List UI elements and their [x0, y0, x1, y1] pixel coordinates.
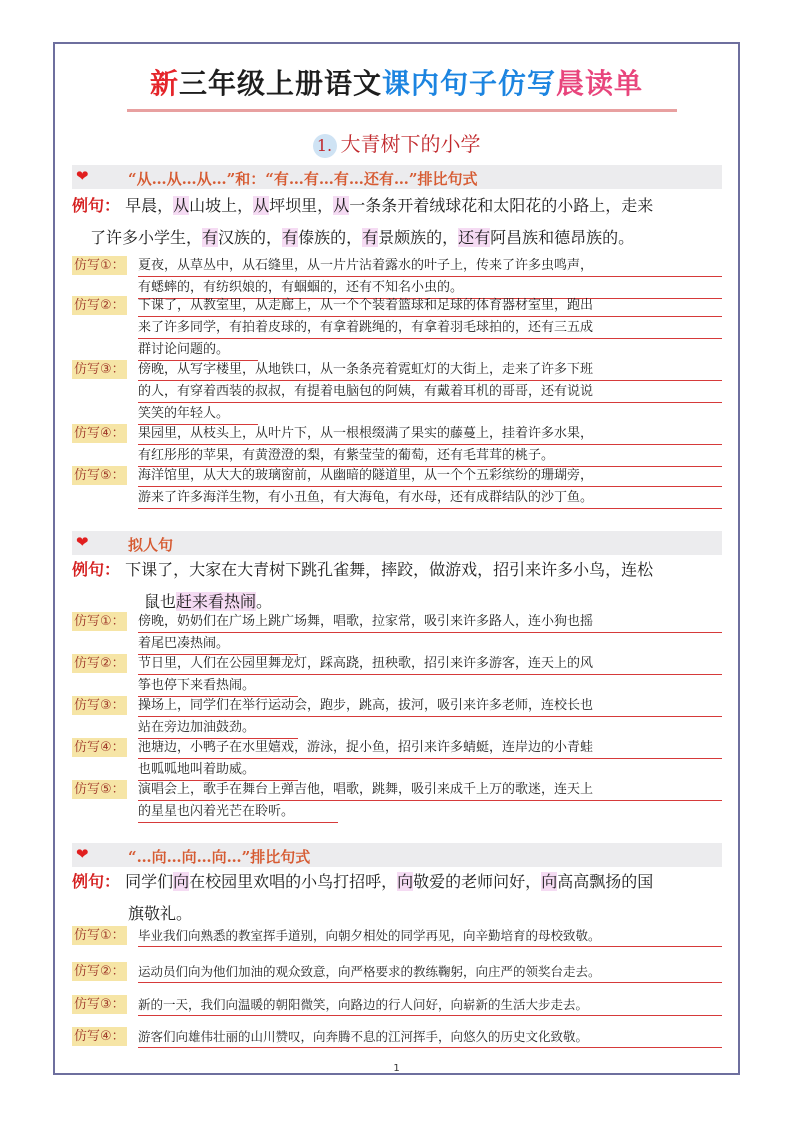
- imitation-label: 仿写①：: [74, 258, 125, 273]
- imitation-label: 仿写④：: [74, 740, 125, 755]
- highlight-word: 有: [202, 228, 219, 247]
- imitation-1-4: [72, 423, 722, 467]
- example-text: 在校园里欢唱的小鸟打招呼，: [189, 872, 398, 891]
- heart-icon: ❤: [76, 167, 89, 185]
- title-part-3: 课内句子: [381, 67, 498, 100]
- page-title: [0, 62, 793, 102]
- highlight-word: 还有: [458, 228, 491, 247]
- example-text: 。: [256, 592, 273, 611]
- example-label: 例句：: [72, 560, 121, 579]
- imitation-label: 仿写⑤：: [74, 468, 125, 483]
- title-part-2: 三年级上册语文: [178, 67, 382, 100]
- highlight-word: 向: [397, 872, 414, 891]
- page-number: 1: [393, 1063, 400, 1074]
- highlight-word: 有: [362, 228, 379, 247]
- imitation-label: 仿写②：: [74, 964, 125, 979]
- highlight-word: 从: [173, 196, 190, 215]
- section-heading-2: [72, 531, 722, 555]
- answer-line: 毕业我们向熟悉的教室挥手道别，向朝夕相处的同学再见，向辛勤培育的母校致敬。: [138, 925, 722, 947]
- example-text: 鼠也: [144, 592, 177, 611]
- title-part-5: 晨读单: [556, 67, 644, 100]
- section-heading-1: [72, 165, 722, 189]
- answer-line: 来了许多同学，有拍着皮球的，有拿着跳绳的，有拿着羽毛球拍的，还有三五成: [138, 317, 722, 339]
- example-text: 坪坝里，: [269, 196, 334, 215]
- answer-line: 游客们向雄伟壮丽的山川赞叹，向奔腾不息的江河挥手，向悠久的历史文化致敬。: [138, 1026, 722, 1048]
- example-text: 了许多小学生，: [90, 228, 203, 247]
- section-heading-3: [72, 843, 722, 867]
- answer-line: 有红彤彤的苹果，有黄澄澄的梨，有紫莹莹的葡萄，还有毛茸茸的桃子。: [138, 445, 722, 467]
- answer-line: 节日里，人们在公园里舞龙灯，踩高跷，扭秧歌，招引来许多游客，连天上的风: [138, 653, 722, 675]
- title-underline: [127, 109, 677, 112]
- answer-line: 游来了许多海洋生物，有小丑鱼，有大海龟，有水母，还有成群结队的沙丁鱼。: [138, 487, 722, 509]
- imitation-2-4: [72, 737, 722, 781]
- highlight-word: 向: [541, 872, 558, 891]
- example-text: 旗敬礼。: [128, 904, 193, 923]
- answer-line: 池塘边，小鸭子在水里嬉戏，游泳，捉小鱼，招引来许多蜻蜓，连岸边的小青蛙: [138, 737, 722, 759]
- imitation-2-3: [72, 695, 722, 739]
- imitation-2-2: [72, 653, 722, 697]
- example-sentence-3: [72, 866, 722, 930]
- answer-line: 着尾巴凑热闹。: [138, 633, 298, 655]
- imitation-label: 仿写③：: [74, 698, 125, 713]
- answer-line: 笑笑的年轻人。: [138, 403, 258, 425]
- imitation-1-2: [72, 295, 722, 361]
- answer-line: 下课了，从教室里，从走廊上，从一个个装着篮球和足球的体育器材室里，跑出: [138, 295, 722, 317]
- heart-icon: ❤: [76, 845, 89, 863]
- example-text: 傣族的，: [298, 228, 363, 247]
- lesson-title: [0, 128, 793, 158]
- highlight-word: 从: [253, 196, 270, 215]
- example-text: 山坡上，: [189, 196, 254, 215]
- answer-line: 的人，有穿着西装的叔叔，有提着电脑包的阿姨，有戴着耳机的哥哥，还有说说: [138, 381, 722, 403]
- answer-line: 新的一天，我们向温暖的朝阳微笑，向路边的行人问好，向崭新的生活大步走去。: [138, 994, 722, 1016]
- answer-line: 的星星也闪着光芒在聆听。: [138, 801, 338, 823]
- heart-icon: ❤: [76, 533, 89, 551]
- example-text: 景颇族的，: [378, 228, 459, 247]
- title-part-1: 新: [149, 67, 179, 100]
- answer-line: 站在旁边加油鼓劲。: [138, 717, 298, 739]
- example-text: 一条条开着绒球花和太阳花的小路上，走来: [349, 196, 654, 215]
- imitation-label: 仿写③：: [74, 997, 125, 1012]
- example-label: 例句：: [72, 196, 121, 215]
- example-text: 阿昌族和德昂族的。: [490, 228, 635, 247]
- highlight-word: 从: [333, 196, 350, 215]
- answer-line: 运动员们向为他们加油的观众致意，向严格要求的教练鞠躬，向庄严的领奖台走去。: [138, 961, 722, 983]
- highlight-word: 有: [282, 228, 299, 247]
- answer-line: 海洋馆里，从大大的玻璃窗前，从幽暗的隧道里，从一个个五彩缤纷的珊瑚旁，: [138, 465, 722, 487]
- answer-line: 果园里，从枝头上，从叶片下，从一根根缀满了果实的藤蔓上，挂着许多水果，: [138, 423, 722, 445]
- answer-line: 操场上，同学们在举行运动会，跑步，跳高，拔河，吸引来许多老师，连校长也: [138, 695, 722, 717]
- imitation-label: 仿写④：: [74, 426, 125, 441]
- lesson-name: 大青树下的小学: [340, 132, 481, 156]
- imitation-label: 仿写④：: [74, 1029, 125, 1044]
- answer-line: 傍晚，从写字楼里，从地铁口，从一条条亮着霓虹灯的大街上，走来了许多下班: [138, 359, 722, 381]
- example-label: 例句：: [72, 872, 121, 891]
- section-heading-text: 拟人句: [128, 536, 174, 554]
- example-text: 敬爱的老师问好，: [413, 872, 542, 891]
- imitation-2-1: [72, 611, 722, 655]
- imitation-3-2: [72, 961, 722, 983]
- example-text: 下课了，大家在大青树下跳孔雀舞，摔跤，做游戏，招引来许多小鸟，连松: [125, 560, 654, 579]
- answer-line: 有蟋蟀的，有纺织娘的，有蝈蝈的，还有不知名小虫的。: [138, 277, 722, 299]
- highlight-word: 赶来看热闹: [176, 592, 257, 611]
- example-text: 同学们: [125, 872, 174, 891]
- example-sentence-1: [72, 190, 722, 254]
- imitation-label: 仿写③：: [74, 362, 125, 377]
- lesson-number: 1.: [313, 134, 337, 158]
- highlight-word: 向: [173, 872, 190, 891]
- imitation-1-5: [72, 465, 722, 509]
- answer-line: 演唱会上，歌手在舞台上弹吉他，唱歌，跳舞，吸引来成千上万的歌迷，连天上: [138, 779, 722, 801]
- section-heading-text: “从…从…从…”和：“有…有…有…还有…”排比句式: [128, 170, 478, 188]
- imitation-3-4: [72, 1026, 722, 1048]
- imitation-label: 仿写①：: [74, 928, 125, 943]
- imitation-1-3: [72, 359, 722, 425]
- imitation-label: 仿写②：: [74, 656, 125, 671]
- imitation-label: 仿写⑤：: [74, 782, 125, 797]
- answer-line: 夏夜，从草丛中，从石缝里，从一片片沾着露水的叶子上，传来了许多虫鸣声，: [138, 255, 722, 277]
- imitation-label: 仿写②：: [74, 298, 125, 313]
- example-text: 早晨，: [125, 196, 174, 215]
- example-text: 高高飘扬的国: [557, 872, 654, 891]
- answer-line: 傍晚，奶奶们在广场上跳广场舞，唱歌，拉家常，吸引来许多路人，连小狗也摇: [138, 611, 722, 633]
- example-text: 汉族的，: [218, 228, 283, 247]
- imitation-1-1: [72, 255, 722, 299]
- answer-line: 群讨论问题的。: [138, 339, 258, 361]
- imitation-label: 仿写①：: [74, 614, 125, 629]
- imitation-3-3: [72, 994, 722, 1016]
- title-part-4: 仿写: [498, 67, 557, 100]
- example-sentence-2: [72, 554, 722, 618]
- imitation-3-1: [72, 925, 722, 947]
- imitation-2-5: [72, 779, 722, 823]
- answer-line: 也呱呱地叫着助威。: [138, 759, 298, 781]
- section-heading-text: “…向…向…向…”排比句式: [128, 848, 311, 866]
- answer-line: 筝也停下来看热闹。: [138, 675, 298, 697]
